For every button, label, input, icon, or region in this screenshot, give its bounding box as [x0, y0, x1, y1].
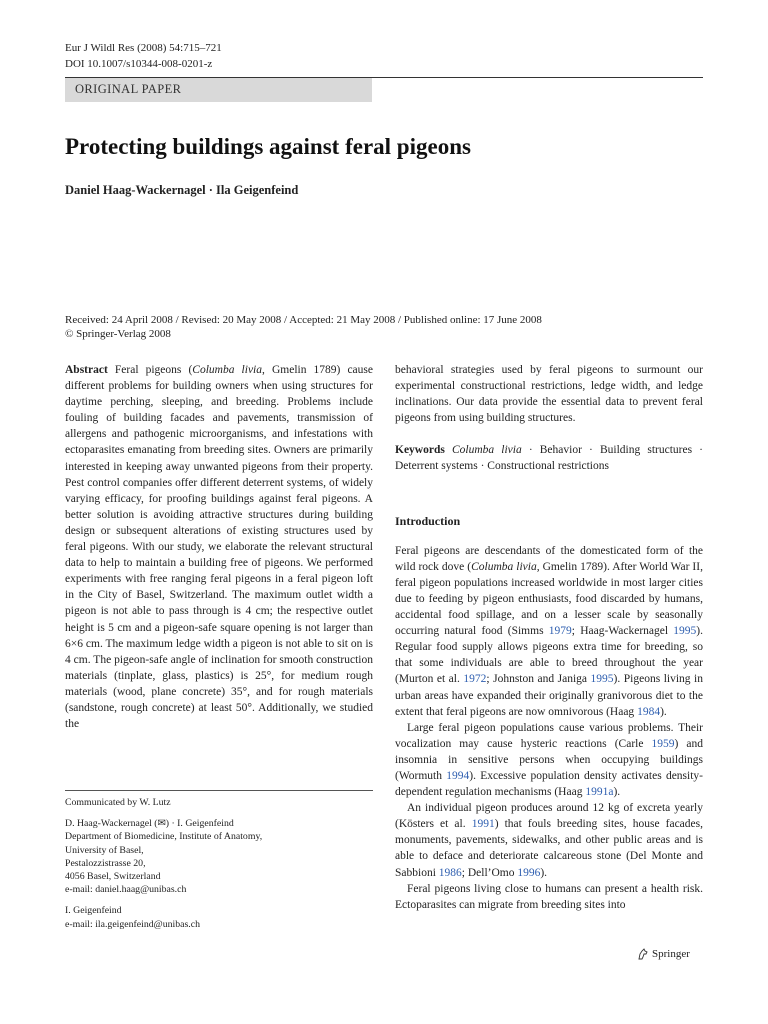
abstract-continued: behavioral strategies used by feral pigeons to surmount our experimental constructional restrictions, ledge width, and ledge inclinations. Our data provide the essential data to prevent feral pigeons from using building structures.: [395, 364, 703, 425]
keywords: Keywords Columba livia · Behavior · Building structures · Deterrent systems · Constructional restrictions: [395, 444, 704, 473]
citation-link[interactable]: 1972: [463, 673, 487, 686]
citation-link[interactable]: 1959: [651, 737, 675, 750]
doi: DOI 10.1007/s10344-008-0201-z: [65, 58, 213, 70]
communicated-by: Communicated by W. Lutz: [65, 797, 171, 808]
keyword-species: Columba livia: [451, 444, 522, 457]
citation-link[interactable]: 1996: [517, 866, 541, 879]
abstract-label: Abstract: [65, 364, 108, 376]
date-history: Received: 24 April 2008 / Revised: 20 May 2008 / Accepted: 21 May 2008 / Published online: 17 June 2008: [65, 314, 542, 326]
city: 4056 Basel, Switzerland: [65, 871, 161, 883]
citation-link[interactable]: 1979: [548, 625, 572, 638]
publication-dates: [65, 313, 542, 341]
department: Department of Biomedicine, Institute of Anatomy,: [65, 831, 263, 843]
left-column: [65, 362, 373, 732]
publisher-mark: [637, 948, 690, 960]
paper-title: Protecting buildings against feral pigeons: [65, 134, 471, 159]
species-name: Columba livia: [192, 364, 262, 376]
intro-paragraph-4: Feral pigeons living close to humans can present a health risk. Ectoparasites can migrate from breeding sites into: [395, 882, 703, 911]
springer-horse-icon: [637, 948, 649, 960]
second-author: I. Geigenfeind: [65, 905, 122, 917]
email-2[interactable]: e-mail: ila.geigenfeind@unibas.ch: [65, 918, 200, 930]
university: University of Basel,: [65, 844, 144, 856]
intro-paragraph-1: Feral pigeons are descendants of the domesticated form of the wild rock dove (Columba livia, Gmelin 1789). After World War II, feral pigeon populations increased worldwide in most larger cities due to feeding by pigeon enthusiasts, food discarded by humans, accidental food spillage, and on a lesser scale by seasonally occurring natural food (Simms 1979; Haag-Wackernagel 1995). Regular food supply allows pigeons extra time for breeding, so that some individuals are able to breed throughout the year (Murton et al. 1972; Johnston and Janiga 1995). Pigeons living in urban areas have expanded their originally granivorous diet to the extent that feral pigeons are now omnivorous (Haag 1984).: [395, 544, 703, 718]
citation-link[interactable]: 1991: [471, 818, 495, 831]
citation-link[interactable]: 1984: [637, 705, 661, 718]
journal-meta: [65, 40, 222, 72]
citation-link[interactable]: 1986: [438, 866, 462, 879]
citation-link[interactable]: 1995: [673, 625, 697, 638]
footnote-rule: [65, 790, 373, 791]
citation-link[interactable]: 1995: [590, 673, 614, 686]
email-1[interactable]: e-mail: daniel.haag@unibas.ch: [65, 884, 187, 896]
envelope-icon: ✉: [157, 818, 166, 830]
paper-type-banner: [65, 78, 372, 102]
corresponding-authors: D. Haag-Wackernagel (✉) · I. Geigenfeind: [65, 818, 234, 830]
citation-link[interactable]: 1991a: [585, 786, 614, 799]
intro-paragraph-3: An individual pigeon produces around 12 kg of excreta yearly (Kösters et al. 1991) that fouls breeding sites, house facades, monuments, pavements, sidewalks, and other public areas and is able to deface and deteriorate calcareous stone (Del Monte and Sabbioni 1986; Dell’Omo 1996).: [395, 802, 703, 879]
publisher-name: Springer: [652, 948, 690, 960]
keywords-label: Keywords: [395, 444, 445, 457]
copyright: © Springer-Verlag 2008: [65, 328, 171, 340]
footnotes: [65, 796, 373, 931]
abstract: Abstract Feral pigeons (Columba livia, Gmelin 1789) cause different problems for building owners when using structures for daytime perching, sleeping, and breeding. Problems include fouling of building facades and pavements, transmission of allergens and pathogenic microorganisms, and infestations with ectoparasites emanating from breeding sites. Owners are primarily interested in keeping away unwanted pigeons from their property. Pest control companies offer different deterrent systems, of widely varying efficacy, for proofing buildings against feral pigeons. A better solution is avoiding attractive structures during building design or subsequent alterations of existing structures used by feral pigeons. With our study, we elaborate the relevant structural data to help to maintain a building free of pigeons. We performed experiments with free ranging feral pigeons in a feral pigeon loft in the City of Basel, Switzerland. The maximum outlet width a pigeon is not able to pass through is 4 cm; the respective outlet height is 5 cm and a pigeon-safe square opening is not larger than 6×6 cm. The maximum ledge width a pigeon is not able to sit on is 4 cm. The pigeon-safe angle of inclination for smooth construction materials (tinplate, glass, plastics) is 25°, for medium rough materials (wood, plane concrete) 35°, and for rough materials (sandstone, rough concrete) at least 50°. Additionally, we studied the: [65, 364, 373, 731]
street: Pestalozzistrasse 20,: [65, 857, 146, 869]
section-heading-introduction: Introduction: [395, 513, 461, 528]
intro-paragraph-2: Large feral pigeon populations cause various problems. Their vocalization may cause hysteric reactions (Carle 1959) and insomnia in sensitive persons when occupying buildings (Wormuth 1994). Excessive population density activates density-dependent regulation mechanisms (Haag 1991a).: [395, 721, 704, 799]
journal-citation: Eur J Wildl Res (2008) 54:715–721: [65, 42, 222, 54]
right-column: [395, 362, 703, 913]
citation-link[interactable]: 1994: [446, 769, 470, 782]
paper-type-label: ORIGINAL PAPER: [75, 82, 182, 96]
author-list: Daniel Haag-Wackernagel · Ila Geigenfeind: [65, 183, 299, 197]
